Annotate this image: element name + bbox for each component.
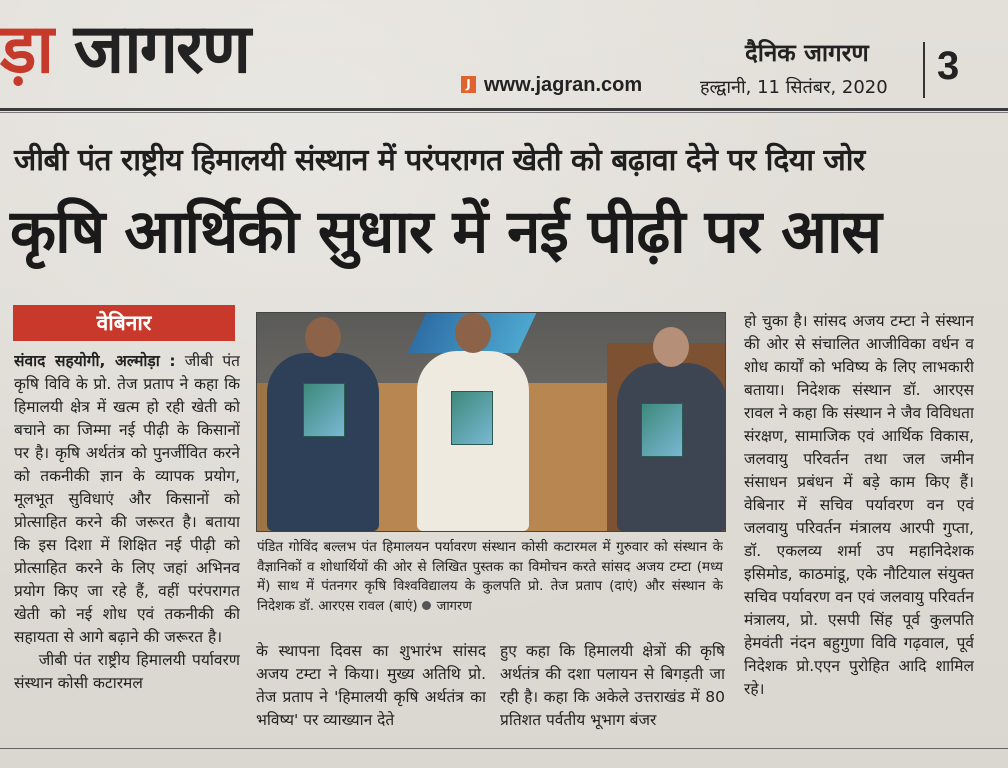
page-number: 3 (937, 44, 960, 88)
category-tag: वेबिनार (13, 305, 235, 341)
photo-person-head (653, 327, 689, 367)
news-photo (256, 312, 726, 532)
newspaper-logo (0, 2, 430, 102)
article-column-3 (500, 640, 725, 730)
main-headline: कृषि आर्थिकी सुधार में नई पीढ़ी पर आस (10, 197, 881, 267)
divider (923, 42, 925, 98)
website-url: www.jagran.com (484, 74, 643, 96)
byline: संवाद सहयोगी, अल्मोड़ा : (14, 352, 176, 370)
article-text: जीबी पंत राष्ट्रीय हिमालयी पर्यावरण संस्थान कोसी कटारमल (14, 651, 240, 692)
logo-fragment: ड़ा (0, 10, 52, 89)
article-text: हुए कहा कि हिमालयी क्षेत्रों की कृषि अर्थतंत्र की दशा पलायन से बिगड़ती जा रही है। कहा कि अकेले उत्तराखंड में 80 प्रतिशत पर्वतीय भूभाग बंजर (500, 642, 725, 729)
book-cover (641, 403, 683, 457)
caption-text: पंडित गोविंद बल्लभ पंत हिमालयन पर्यावरण संस्थान कोसी कटारमल में गुरुवार को संस्थान के वैज्ञानिकों व शोधार्थियों की ओर से लिखित पुस्तक का विमोचन करते सांसद अजय टम्टा (मध्य में) साथ में पंतनगर कृषि विश्वविद्यालय के कुलपति प्रो. तेज प्रताप (दाएं) और संस्थान के निदेशक डॉ. आरएस रावल (बाएं) (257, 539, 723, 614)
article-text: हो चुका है। सांसद अजय टम्टा ने संस्थान की ओर से संचालित आजीविका वर्धन व शोध कार्यों को भविष्य के लिए लाभकारी बताया। निदेशक संस्थान डॉ. आरएस रावल ने कहा कि संस्थान ने जैव विविधता संरक्षण, सामाजिक एवं आर्थिक विकास, जलवायु परिवर्तन तथा जल जमीन संसाधन प्रबंधन में बड़े काम किए हैं। वेबिनार में सचिव पर्यावरण वन एवं जलवायु परिवर्तन मंत्रालय आरपी गुप्ता, डॉ. एकलव्य शर्मा उप महानिदेशक इसिमोड, काठमांडू, एके नौटियाल संयुक्त सचिव पर्यावरण वन एवं जलवायु परिवर्तन मंत्रालय, प्रो. एसपी सिंह पूर्व कुलपति हेमवंती नंदन बहुगुणा विवि गढ़वाल, पूर्व निदेशक प्रो.एएन पुरोहित आदि शामिल रहे। (744, 312, 974, 698)
dateline: हल्द्वानी, 11 सितंबर, 2020 (700, 77, 888, 98)
divider (0, 748, 1008, 749)
paper-name: दैनिक जागरण (745, 39, 869, 67)
divider (0, 108, 1008, 111)
photo-caption (257, 538, 723, 630)
divider (0, 112, 1008, 113)
article-column-1 (14, 350, 240, 730)
website-icon: J (461, 76, 476, 93)
book-cover (303, 383, 345, 437)
kicker-headline: जीबी पंत राष्ट्रीय हिमालयी संस्थान में परंपरागत खेती को बढ़ावा देने पर दिया जोर (14, 143, 865, 178)
article-text: जीबी पंत कृषि विवि के प्रो. तेज प्रताप ने कहा कि हिमालयी क्षेत्र में खत्म हो रही खेती को बचाने का जिम्मा नई पीढ़ी के किसानों पर है। कृषि अर्थतंत्र को पुनर्जीवित करने को तकनीकी ज्ञान के व्यापक प्रयोग, मूलभूत सुविधाएं और किसानों को प्रोत्साहित करने की जरूरत है। बताया कि इस दिशा में शिक्षित नई पीढ़ी को प्रोत्साहित करने के लिए जहां अभिनव प्रयोग किए जा रहे हैं, वहीं परंपरागत खेती को नई शोध एवं तकनीकी की सहायता से आगे बढ़ाने की जरूरत है। (14, 352, 240, 646)
photo-person (267, 353, 379, 531)
article-column-4 (744, 310, 974, 730)
book-cover (451, 391, 493, 445)
photo-person-head (455, 313, 491, 353)
photo-credit: जागरण (436, 598, 472, 614)
article-column-2 (256, 640, 486, 730)
article-text: के स्थापना दिवस का शुभारंभ सांसद अजय टम्टा ने किया। मुख्य अतिथि प्रो. तेज प्रताप ने 'हिमालयी कृषि अर्थतंत्र का भविष्य' पर व्याख्यान देते (256, 642, 486, 729)
bullet-icon (422, 601, 431, 610)
photo-person-head (305, 317, 341, 357)
logo-wordmark: जागरण (73, 10, 250, 89)
